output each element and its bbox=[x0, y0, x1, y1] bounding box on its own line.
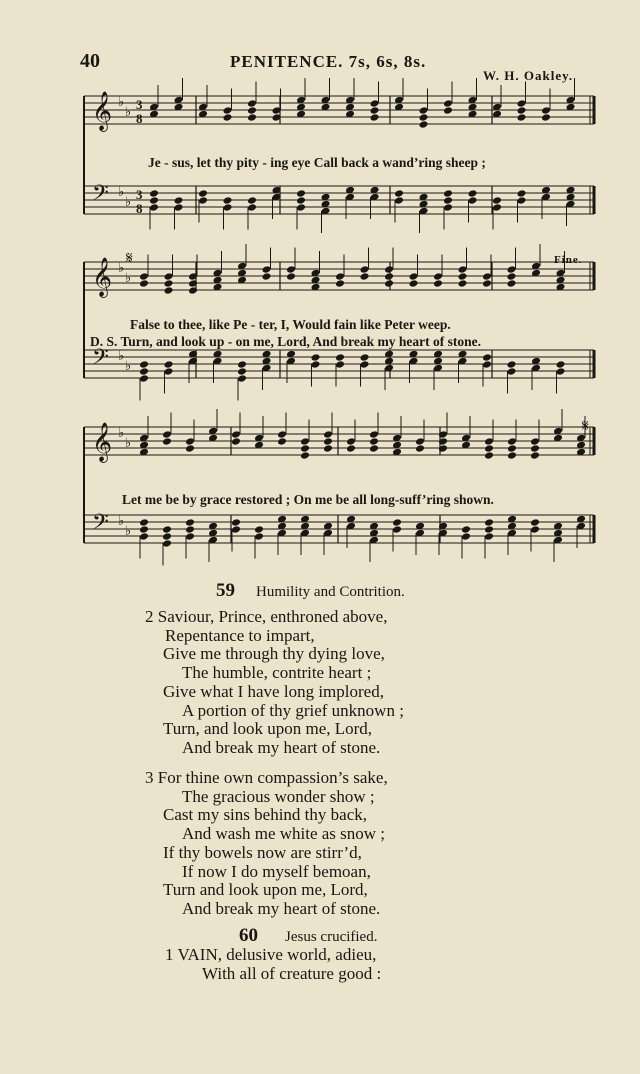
note-head bbox=[530, 451, 540, 460]
note-head bbox=[247, 113, 257, 122]
verse-line: And wash me white as snow ; bbox=[182, 824, 386, 844]
note-head bbox=[149, 203, 159, 212]
note-head bbox=[139, 374, 149, 383]
note-head bbox=[370, 99, 380, 108]
system2-lyrics: False to thee, like Pe - ter, I, Would fain like Peter weep. bbox=[130, 317, 451, 332]
hymn-59-title: Humility and Contrition. bbox=[256, 584, 405, 600]
hymn-59-verse-2 bbox=[145, 608, 404, 758]
verse-line: Turn, and look upon me, Lord, bbox=[163, 719, 373, 739]
note-head bbox=[247, 203, 257, 212]
note-head bbox=[541, 106, 551, 115]
note-head bbox=[384, 272, 394, 281]
note-head bbox=[277, 437, 287, 446]
note-head bbox=[346, 444, 356, 453]
note-head bbox=[149, 196, 159, 205]
note-head bbox=[162, 539, 172, 548]
note-head bbox=[369, 444, 379, 453]
note-head bbox=[541, 113, 551, 122]
note-head bbox=[162, 437, 172, 446]
note-head bbox=[300, 444, 310, 453]
note-head bbox=[300, 437, 310, 446]
note-head bbox=[335, 272, 345, 281]
note-head bbox=[247, 99, 257, 108]
bass-clef-icon: 𝄢 bbox=[92, 345, 109, 375]
note-head bbox=[517, 189, 527, 198]
note-head bbox=[419, 120, 429, 129]
verse-line: If thy bowels now are stirr’d, bbox=[163, 842, 362, 862]
note-head bbox=[164, 367, 174, 376]
note-head bbox=[323, 430, 333, 439]
hymn-60-title: Jesus crucified. bbox=[285, 929, 378, 945]
note-head bbox=[185, 437, 195, 446]
note-head bbox=[468, 189, 478, 198]
note-head bbox=[162, 532, 172, 541]
note-head bbox=[482, 272, 492, 281]
note-head bbox=[384, 265, 394, 274]
note-head bbox=[409, 279, 419, 288]
note-head bbox=[139, 272, 149, 281]
note-head bbox=[484, 518, 494, 527]
system1-lyrics: Je - sus, let thy pity - ing eye Call back a wand’ring sheep ; bbox=[148, 155, 486, 170]
note-head bbox=[335, 360, 345, 369]
flat-icon: ♭ bbox=[118, 425, 125, 440]
note-head bbox=[443, 203, 453, 212]
note-head bbox=[517, 99, 527, 108]
note-head bbox=[237, 360, 247, 369]
note-head bbox=[370, 106, 380, 115]
note-head bbox=[311, 360, 321, 369]
note-head bbox=[415, 437, 425, 446]
note-head bbox=[517, 196, 527, 205]
hymn-59-verse-3 bbox=[145, 769, 388, 919]
note-head bbox=[139, 367, 149, 376]
note-head bbox=[311, 353, 321, 362]
time-signature: 3 bbox=[136, 187, 143, 202]
verse-line: Give me through thy dying love, bbox=[163, 644, 385, 664]
note-head bbox=[231, 525, 241, 534]
note-head bbox=[484, 525, 494, 534]
note-head bbox=[530, 525, 540, 534]
flat-icon: ♭ bbox=[118, 260, 125, 275]
note-head bbox=[507, 444, 517, 453]
note-head bbox=[323, 437, 333, 446]
note-head bbox=[139, 525, 149, 534]
note-head bbox=[223, 203, 233, 212]
system3-lyrics: Let me be by grace restored ; On me be all long-suff’ring shown. bbox=[122, 492, 494, 507]
note-head bbox=[139, 532, 149, 541]
note-head bbox=[237, 367, 247, 376]
note-head bbox=[530, 437, 540, 446]
note-head bbox=[443, 99, 453, 108]
note-head bbox=[482, 360, 492, 369]
verse-line: 1 VAIN, delusive world, adieu, bbox=[165, 945, 377, 964]
note-head bbox=[237, 374, 247, 383]
note-head bbox=[296, 203, 306, 212]
verse-line: If now I do myself bemoan, bbox=[182, 861, 371, 881]
note-head bbox=[530, 444, 540, 453]
treble-clef-icon: 𝄞 bbox=[92, 257, 113, 297]
note-head bbox=[223, 196, 233, 205]
flat-icon: ♭ bbox=[118, 184, 125, 199]
note-head bbox=[507, 367, 517, 376]
segno-mark: 𝄋 bbox=[126, 250, 133, 267]
flat-icon: ♭ bbox=[118, 513, 125, 528]
verse-line: Cast my sins behind thy back, bbox=[163, 805, 367, 825]
note-head bbox=[254, 525, 264, 534]
note-head bbox=[507, 265, 517, 274]
note-head bbox=[484, 532, 494, 541]
note-head bbox=[262, 265, 272, 274]
note-head bbox=[484, 451, 494, 460]
note-head bbox=[530, 518, 540, 527]
note-head bbox=[484, 444, 494, 453]
note-head bbox=[164, 360, 174, 369]
note-head bbox=[198, 196, 208, 205]
note-head bbox=[482, 279, 492, 288]
note-head bbox=[296, 189, 306, 198]
flat-icon: ♭ bbox=[125, 435, 132, 450]
note-head bbox=[286, 272, 296, 281]
note-head bbox=[185, 444, 195, 453]
note-head bbox=[517, 113, 527, 122]
note-head bbox=[369, 437, 379, 446]
note-head bbox=[335, 279, 345, 288]
note-head bbox=[458, 272, 468, 281]
flat-icon: ♭ bbox=[125, 270, 132, 285]
note-head bbox=[419, 106, 429, 115]
time-signature: 8 bbox=[136, 201, 143, 216]
note-head bbox=[360, 272, 370, 281]
system2-ds-lyrics: D. S. Turn, and look up - on me, Lord, And break my heart of stone. bbox=[90, 334, 481, 349]
fine-mark: Fine. bbox=[554, 254, 583, 266]
note-head bbox=[223, 106, 233, 115]
verse-line: With all of creature good : bbox=[202, 963, 382, 983]
note-head bbox=[433, 272, 443, 281]
flat-icon: ♭ bbox=[125, 194, 132, 209]
note-head bbox=[164, 286, 174, 295]
note-head bbox=[556, 367, 566, 376]
bass-clef-icon: 𝄢 bbox=[92, 510, 109, 540]
note-head bbox=[556, 360, 566, 369]
note-head bbox=[507, 451, 517, 460]
tune-title: PENITENCE. 7s, 6s, 8s. bbox=[230, 52, 427, 71]
bass-clef-icon: 𝄢 bbox=[92, 181, 109, 211]
note-head bbox=[482, 353, 492, 362]
note-head bbox=[458, 265, 468, 274]
note-head bbox=[247, 106, 257, 115]
flat-icon: ♭ bbox=[125, 523, 132, 538]
flat-icon: ♭ bbox=[125, 104, 132, 119]
note-head bbox=[300, 451, 310, 460]
note-head bbox=[394, 196, 404, 205]
note-head bbox=[369, 430, 379, 439]
note-head bbox=[286, 265, 296, 274]
note-head bbox=[384, 279, 394, 288]
verse-line: Turn and look upon me, Lord, bbox=[163, 880, 368, 900]
note-head bbox=[507, 437, 517, 446]
note-head bbox=[394, 189, 404, 198]
note-head bbox=[461, 532, 471, 541]
note-head bbox=[185, 532, 195, 541]
note-head bbox=[507, 279, 517, 288]
verse-line: And break my heart of stone. bbox=[182, 737, 381, 757]
note-head bbox=[231, 518, 241, 527]
note-head bbox=[296, 196, 306, 205]
note-head bbox=[443, 106, 453, 115]
note-head bbox=[461, 525, 471, 534]
note-head bbox=[507, 360, 517, 369]
time-signature: 3 bbox=[136, 97, 143, 112]
note-head bbox=[164, 279, 174, 288]
note-head bbox=[162, 430, 172, 439]
note-head bbox=[409, 272, 419, 281]
note-head bbox=[507, 272, 517, 281]
note-head bbox=[360, 360, 370, 369]
note-head bbox=[443, 196, 453, 205]
note-head bbox=[139, 360, 149, 369]
note-head bbox=[517, 106, 527, 115]
verse-line: 3 For thine own compassion’s sake, bbox=[145, 768, 388, 787]
page-number: 40 bbox=[80, 50, 100, 72]
flat-icon: ♭ bbox=[118, 94, 125, 109]
treble-clef-icon: 𝄞 bbox=[92, 422, 113, 462]
hymn-60-verse-1 bbox=[165, 946, 381, 983]
note-head bbox=[231, 437, 241, 446]
note-head bbox=[185, 518, 195, 527]
time-signature: 8 bbox=[136, 111, 143, 126]
note-head bbox=[174, 196, 184, 205]
note-head bbox=[254, 532, 264, 541]
note-head bbox=[370, 113, 380, 122]
flat-icon: ♭ bbox=[118, 348, 125, 363]
note-head bbox=[164, 272, 174, 281]
note-head bbox=[392, 518, 402, 527]
hymn-60-number: 60 bbox=[239, 925, 258, 946]
verse-line: 2 Saviour, Prince, enthroned above, bbox=[145, 607, 388, 626]
treble-clef-icon: 𝄞 bbox=[92, 91, 113, 131]
hymn-59-number: 59 bbox=[216, 580, 235, 601]
note-head bbox=[360, 353, 370, 362]
note-head bbox=[468, 196, 478, 205]
note-head bbox=[392, 525, 402, 534]
note-head bbox=[198, 189, 208, 198]
verse-line: Give what I have long implored, bbox=[163, 681, 384, 701]
note-head bbox=[484, 437, 494, 446]
note-head bbox=[223, 113, 233, 122]
verse-line: The humble, contrite heart ; bbox=[182, 663, 372, 683]
note-head bbox=[415, 444, 425, 453]
note-head bbox=[323, 444, 333, 453]
verse-line: A portion of thy grief unknown ; bbox=[182, 700, 404, 720]
segno-mark-end: 𝄋 bbox=[582, 418, 589, 435]
note-head bbox=[149, 189, 159, 198]
note-head bbox=[433, 279, 443, 288]
verse-line: The gracious wonder show ; bbox=[182, 786, 375, 806]
note-head bbox=[139, 279, 149, 288]
note-head bbox=[247, 196, 257, 205]
note-head bbox=[277, 430, 287, 439]
verse-line: And break my heart of stone. bbox=[182, 898, 381, 918]
note-head bbox=[162, 525, 172, 534]
note-head bbox=[419, 113, 429, 122]
note-head bbox=[346, 437, 356, 446]
note-head bbox=[139, 518, 149, 527]
note-head bbox=[492, 203, 502, 212]
note-head bbox=[185, 525, 195, 534]
note-head bbox=[174, 203, 184, 212]
note-head bbox=[231, 430, 241, 439]
flat-icon: ♭ bbox=[125, 358, 132, 373]
note-head bbox=[458, 279, 468, 288]
note-head bbox=[262, 272, 272, 281]
note-head bbox=[360, 265, 370, 274]
composer-credit: W. H. Oakley. bbox=[483, 68, 574, 83]
note-head bbox=[335, 353, 345, 362]
verse-line: Repentance to impart, bbox=[165, 625, 315, 645]
note-head bbox=[492, 196, 502, 205]
note-head bbox=[443, 189, 453, 198]
